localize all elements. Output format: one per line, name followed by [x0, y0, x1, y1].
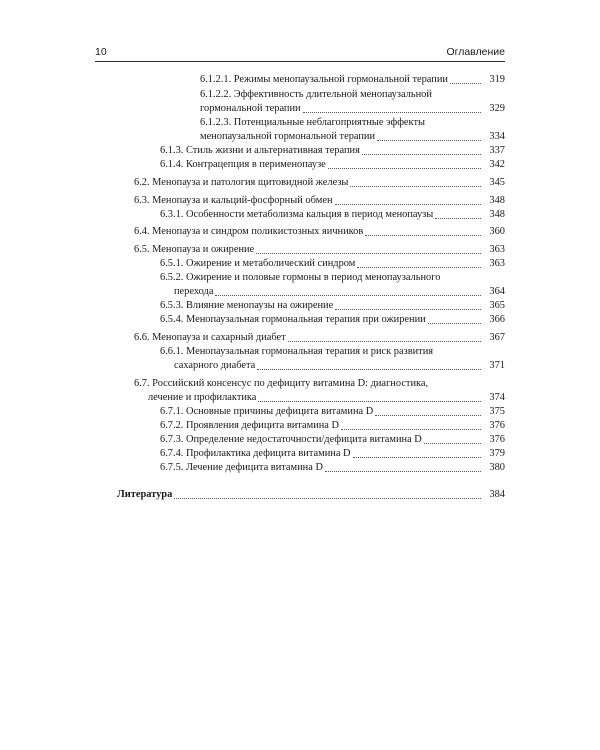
toc-page: 364	[489, 286, 505, 297]
toc-entry	[200, 130, 505, 143]
toc-entry-text: 6.3.1. Особенности метаболизма кальция в период менопаузы	[160, 209, 434, 220]
toc-page: 367	[489, 332, 505, 343]
toc-entry-text: перехода	[174, 286, 214, 297]
toc-page: 348	[489, 195, 505, 206]
toc-entry	[160, 433, 505, 446]
toc-leader	[258, 401, 481, 402]
toc-page: 380	[489, 462, 505, 473]
page-number: 10	[95, 46, 107, 58]
toc-page: 384	[489, 489, 505, 500]
toc-entry	[134, 225, 505, 238]
toc-entry-text: 6.6.1. Менопаузальная гормональная терапия и риск развития	[160, 346, 434, 357]
toc-leader	[325, 471, 481, 472]
toc-entry	[134, 243, 505, 256]
toc-leader	[377, 140, 481, 141]
toc-page: 334	[489, 131, 505, 142]
running-title: Оглавление	[446, 46, 505, 58]
toc-leader	[341, 429, 481, 430]
toc-entry-text: 6.7.4. Профилактика дефицита витамина D	[160, 448, 351, 459]
toc-page: 376	[489, 420, 505, 431]
toc-entry-text: 6.7.2. Проявления дефицита витамина D	[160, 420, 339, 431]
toc-leader	[450, 83, 481, 84]
toc-entry	[174, 359, 505, 372]
toc-leader	[303, 112, 481, 113]
toc-entry-text: сахарного диабета	[174, 360, 256, 371]
toc-entry-text: 6.7.5. Лечение дефицита витамина D	[160, 462, 323, 473]
toc-entry-text: менопаузальной гормональной терапии	[200, 131, 376, 142]
toc-entry	[160, 208, 505, 221]
toc-page: 366	[489, 314, 505, 325]
toc-entry	[160, 257, 505, 270]
toc-entry-text: 6.5. Менопауза и ожирение	[134, 244, 255, 255]
toc-entry-text: 6.7.1. Основные причины дефицита витамина D	[160, 406, 374, 417]
toc-entry	[160, 158, 505, 171]
toc-leader	[357, 267, 481, 268]
toc-entry-text: 6.2. Менопауза и патология щитовидной железы	[134, 177, 349, 188]
toc-entry-text: 6.6. Менопауза и сахарный диабет	[134, 332, 286, 343]
toc-leader	[288, 341, 481, 342]
toc-leader	[174, 498, 481, 499]
toc-page: 329	[489, 103, 505, 114]
toc-entry-text: 6.7. Российский консенсус по дефициту витамина D: диагностика,	[134, 378, 429, 389]
toc-entry-text: 6.1.4. Контрацепция в перименопаузе	[160, 159, 326, 170]
toc-entry	[160, 299, 505, 312]
toc-leader	[256, 253, 481, 254]
toc-leader	[335, 204, 481, 205]
toc-entry-text: 6.5.4. Менопаузальная гормональная терапия при ожирении	[160, 314, 426, 325]
toc-leader	[350, 186, 481, 187]
toc-page: 319	[489, 74, 505, 85]
toc-entry-text: 6.1.2.2. Эффективность длительной менопаузальной	[200, 89, 432, 100]
toc-page: 371	[489, 360, 505, 371]
toc-leader	[353, 457, 481, 458]
toc-page: 379	[489, 448, 505, 459]
toc-leader	[428, 323, 481, 324]
toc-page: 342	[489, 159, 505, 170]
toc-page: 363	[489, 244, 505, 255]
toc-entry	[160, 144, 505, 157]
toc-page: 345	[489, 177, 505, 188]
toc-page: 365	[489, 300, 505, 311]
toc-entry-text: лечение и профилактика	[148, 392, 257, 403]
toc-entry	[160, 405, 505, 418]
toc-entry-text: 6.4. Менопауза и синдром поликистозных яичников	[134, 226, 364, 237]
toc-page: 376	[489, 434, 505, 445]
toc-entry	[174, 285, 505, 298]
toc-leader	[435, 218, 481, 219]
toc-leader	[215, 295, 481, 296]
toc-entry-text: 6.5.2. Ожирение и половые гормоны в период менопаузального	[160, 272, 441, 283]
toc-page: 337	[489, 145, 505, 156]
toc-page: 375	[489, 406, 505, 417]
toc-entry	[200, 102, 505, 115]
toc-leader	[424, 443, 481, 444]
toc-entry-text: 6.1.2.1. Режимы менопаузальной гормональной терапии	[200, 74, 448, 85]
toc-entry	[160, 313, 505, 326]
toc-entry-text: 6.3. Менопауза и кальций-фосфорный обмен	[134, 195, 333, 206]
toc-leader	[328, 168, 481, 169]
toc-entry-text: 6.1.3. Стиль жизни и альтернативная терапия	[160, 145, 360, 156]
toc-entry-text: 6.5.3. Влияние менопаузы на ожирение	[160, 300, 334, 311]
toc-entry	[134, 331, 505, 344]
toc-entry	[134, 194, 505, 207]
toc-leader	[375, 415, 481, 416]
toc-entry	[160, 447, 505, 460]
toc-entry-references	[117, 488, 505, 501]
toc-entry-text: 6.7.3. Определение недостаточности/дефицита витамина D	[160, 434, 422, 445]
toc-leader	[362, 154, 481, 155]
toc-entry	[134, 176, 505, 189]
toc-leader	[257, 369, 481, 370]
toc-page: 374	[489, 392, 505, 403]
toc-entry	[148, 391, 505, 404]
toc-entry-text: 6.1.2.3. Потенциальные неблагоприятные эффекты	[200, 117, 425, 128]
toc-entry-text: Литература	[117, 489, 173, 500]
toc-entry	[160, 461, 505, 474]
toc-leader	[365, 235, 481, 236]
toc-leader	[335, 309, 481, 310]
toc-entry	[160, 419, 505, 432]
toc-entry-text: гормональной терапии	[200, 103, 301, 114]
toc-page: 360	[489, 226, 505, 237]
toc-page: 348	[489, 209, 505, 220]
toc-page: 363	[489, 258, 505, 269]
toc-entry-text: 6.5.1. Ожирение и метаболический синдром	[160, 258, 356, 269]
toc-entry	[200, 73, 505, 86]
